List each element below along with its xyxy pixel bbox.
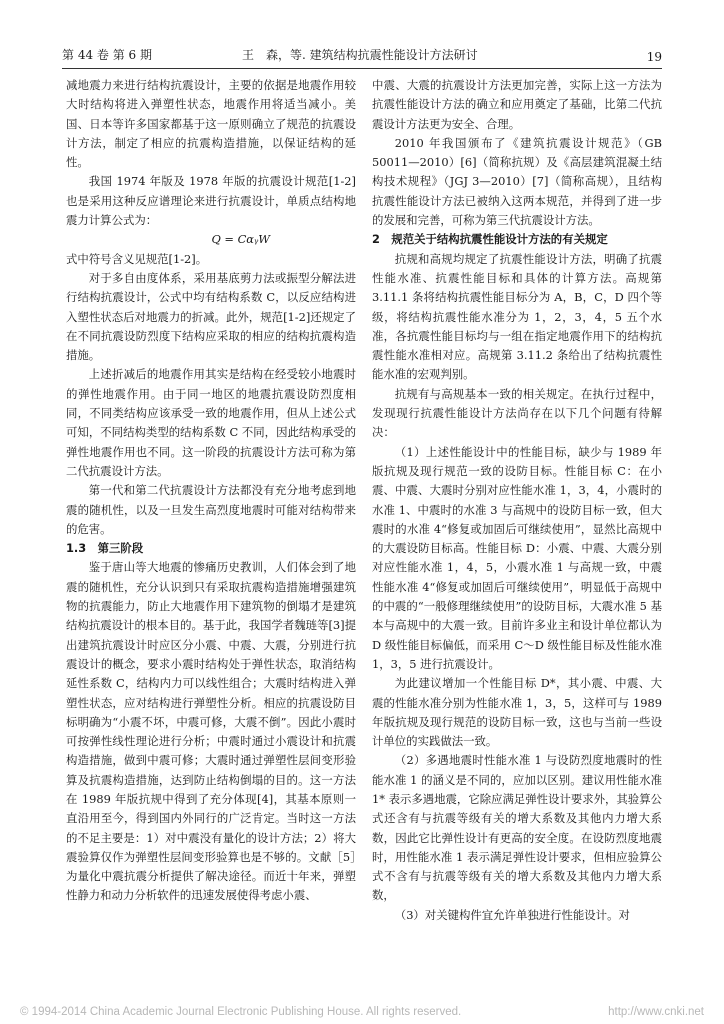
paragraph: 第一代和第二代抗震设计方法都没有充分地考虑到地震的随机性，以及一旦发生高烈度地震时可能对结构带来的危害。 xyxy=(66,483,356,536)
paragraph: 上述折减后的地震作用其实是结构在经受较小地震时的弹性地震作用。由于同一地区的地震抗震设防烈度相同，不同类结构应该承受一致的地震作用，但从上述公式可知，不同结构类型的结构系数 C 不同，因此结构承受的弹性地震作用也不同。这一阶段的抗震设计方法可称为第二代抗震设计方法。 xyxy=(66,367,356,478)
paragraph: 鉴于唐山等大地震的惨痛历史教训，人们体会到了地震的随机性，充分认识到只有采取抗震构造措施增强建筑物的抗震能力，防止大地震作用下建筑物的倒塌才是建筑结构抗震设计的根本目的。基于此，我国学者魏琏等[3]提出建筑抗震设计时应区分小震、中震、大震，分别进行抗震设计的概念，要求小震时结构处于弹性状态，取消结构延性系数 C，结构内力可以线性组合；大震时结构进入弹塑性状态，应对结构进行弹塑性分析。相应的抗震设防目标明确为“小震不坏，中震可修，大震不倒”。因此小震时可按弹性线性理论进行分析；中震时通过小震设计和抗震构造措施，做到中震可修；大震时通过弹塑性层间变形验算及抗震构造措施，达到防止结构倒塌的目的。这一方法在 1989 年版抗规中得到了充分体现[4]，其基本原则一直沿用至今，得到国内外同行的广泛肯定。当时这一方法的不足主要是：1）对中震没有量化的设计方法；2）将大震验算仅作为弹塑性层间变形验算也是不够的。文献［5］为量化中震抗震分析提供了解决途径。而近十年来，弹塑性静力和动力分析软件的迅速发展使得考虑小震、 xyxy=(66,560,356,903)
header-rule xyxy=(62,68,662,69)
journal-issue: 第 44 卷 第 6 期 xyxy=(62,48,152,62)
copyright-notice: © 1994-2014 China Academic Journal Electronic Publishing House. All rights reserved. xyxy=(20,1006,462,1018)
paragraph: 式中符号含义见规范[1-2]。 xyxy=(66,251,208,266)
paragraph: 我国 1974 年版及 1978 年版的抗震设计规范[1-2]也是采用这种反应谱理论来进行抗震设计，单质点结构地震力计算公式为： xyxy=(66,174,356,228)
running-title: 王 森，等. 建筑结构抗震性能设计方法研讨 xyxy=(242,48,478,62)
page-number: 19 xyxy=(646,50,662,64)
section-heading: 2 规范关于结构抗震性能设计方法的有关规定 xyxy=(372,232,608,247)
paragraph: 抗规有与高规基本一致的相关规定。在执行过程中，发现现行抗震性能设计方法尚存在以下几个问题有待解决： xyxy=(372,386,662,440)
website-link[interactable]: http://www.cnki.net xyxy=(608,1006,704,1018)
left-column xyxy=(66,76,356,906)
paragraph: 中震、大震的抗震设计方法更加完善，实际上这一方法为抗震性能设计方法的确立和应用奠定了基础，比第二代抗震设计方法更为安全、合理。 xyxy=(372,78,662,131)
paragraph: 2010 年我国颁布了《建筑抗震设计规范》（GB 50011—2010）[6]（简称抗规）及《高层建筑混凝土结构技术规程》（JGJ 3—2010）[7]（简称高规），且结构抗震性能设计方法已被纳入这两本规范，并得到了进一步的发展和完善，可称为第三代抗震设计方法。 xyxy=(372,135,662,228)
paragraph: （1）上述性能设计中的性能目标，缺少与 1989 年版抗规及现行规范一致的设防目标。性能目标 C：在小震、中震、大震时分别对应性能水准 1，3，4，小震时的水准 1、中震时的水准 3 与高规中的设防目标一致，但大震时的水准 4“修复或加固后可继续使用”，显然比高规中的大震设防目标高。性能目标 D：小震、中震、大震分别对应性能水准 1，4，5，小震水准 1 与高规一致，中震性能水准 4“修复或加固后可继续使用”，明显低于高规中的中震的“一般修理继续使用”的设防目标，大震水准 5 基本与高规中的大震一致。目前许多业主和设计单位都认为 D 级性能目标偏低，而采用 C～D 级性能目标及性能水准 1，3，5 进行抗震设计。 xyxy=(372,444,662,671)
paragraph: （3）对关键构件宜允许单独进行性能设计。对 xyxy=(394,907,630,922)
right-column xyxy=(372,76,662,925)
paragraph: 减地震力来进行结构抗震设计，主要的依据是地震作用较大时结构将进入弹塑性状态，地震作用将适当减小。美国、日本等许多国家都基于这一原则确立了规范的抗震设计方法，制定了相应的抗震构造措施，以保证结构的延性。 xyxy=(66,78,356,170)
paragraph: （2）多遇地震时性能水准 1 与设防烈度地震时的性能水准 1 的涵义是不同的，应加以区别。建议用性能水准 1* 表示多遇地震，它除应满足弹性设计要求外，其验算公式还含有与抗震等级有关的增大系数及其他内力增大系数，因此它比弹性设计有更高的安全度。在设防烈度地震时，用性能水准 1 表示满足弹性设计要求，但相应验算公式不含有与抗震等级有关的增大系数及其他内力增大系数， xyxy=(372,753,662,903)
paragraph: 对于多自由度体系，采用基底剪力法或振型分解法进行结构抗震设计，公式中均有结构系数 C，以反应结构进入塑性状态后对地震力的折减。此外，规范[1-2]还规定了在不同抗震设防烈度下结构应采取的相应的结构抗震构造措施。 xyxy=(66,270,356,363)
formula: Q = CαᵧW xyxy=(211,232,270,247)
page-header xyxy=(62,28,662,64)
paragraph: 为此建议增加一个性能目标 D*，其小震、中震、大震的性能水准分别为性能水准 1，3，5，这样可与 1989 年版抗规及现行规范的设防目标一致，这也与当前一些设计单位的实践做法一致。 xyxy=(372,676,662,749)
section-heading: 1.3 第三阶段 xyxy=(66,541,144,556)
paragraph: 抗规和高规均规定了抗震性能设计方法，明确了抗震性能水准、抗震性能目标和具体的计算方法。高规第 3.11.1 条将结构抗震性能目标分为 A，B，C，D 四个等级，将结构抗震性能水准分为 1，2，3，4，5 五个水准，各抗震性能目标均与一组在指定地震作用下的结构抗震性能水准相对应。高规第 3.11.2 条给出了结构抗震性能水准的宏观判别。 xyxy=(372,251,662,382)
